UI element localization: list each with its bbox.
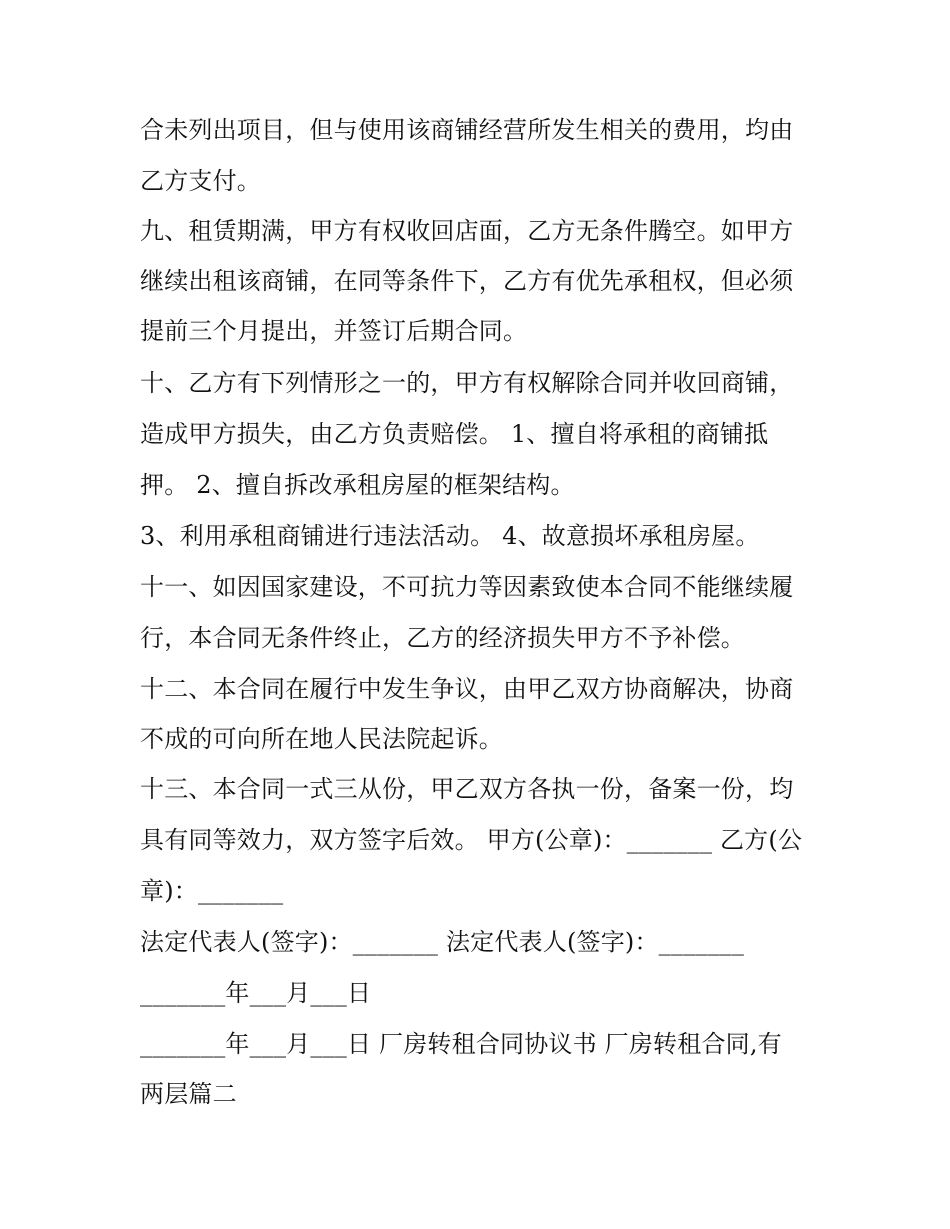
text-line: 提前三个月提出，并签订后期合同。 (140, 317, 528, 345)
text-line: 不成的可向所在地人民法院起诉。 (140, 725, 503, 753)
text-line: _______年___月___日 (140, 979, 372, 1007)
text-line: 章)：_______ (140, 877, 284, 905)
text-line: 押。 2、擅自拆改承租房屋的框架结构。 (140, 471, 575, 499)
text-line: 法定代表人(签字)：_______ 法定代表人(签字)：_______ (140, 928, 745, 956)
text-line: _______年___月___日 厂房转租合同协议书 厂房转租合同,有 (140, 1030, 782, 1058)
text-line: 继续出租该商铺，在同等条件下，乙方有优先承租权，但必须 (140, 267, 794, 295)
text-line: 十二、本合同在履行中发生争议，由甲乙双方协商解决，协商 (140, 675, 794, 703)
text-line: 十一、如因国家建设，不可抗力等因素致使本合同不能继续履 (140, 573, 794, 601)
text-line: 十、乙方有下列情形之一的，甲方有权解除合同并收回商铺， (140, 369, 794, 397)
text-line: 行，本合同无条件终止，乙方的经济损失甲方不予补偿。 (140, 624, 745, 652)
text-line: 3、利用承租商铺进行违法活动。 4、故意损坏承租房屋。 (140, 522, 760, 550)
text-line: 合未列出项目，但与使用该商铺经营所发生相关的费用，均由 (140, 116, 794, 144)
text-line: 乙方支付。 (140, 167, 261, 195)
text-line: 两层篇二 (140, 1080, 237, 1108)
text-line: 具有同等效力，双方签字后效。 甲方(公章)：_______ 乙方(公 (140, 826, 803, 854)
text-line: 造成甲方损失，由乙方负责赔偿。 1、擅自将承租的商铺抵 (140, 420, 769, 448)
text-line: 九、租赁期满，甲方有权收回店面，乙方无条件腾空。如甲方 (140, 217, 794, 245)
text-line: 十三、本合同一式三从份，甲乙双方各执一份，备案一份，均 (140, 775, 794, 803)
